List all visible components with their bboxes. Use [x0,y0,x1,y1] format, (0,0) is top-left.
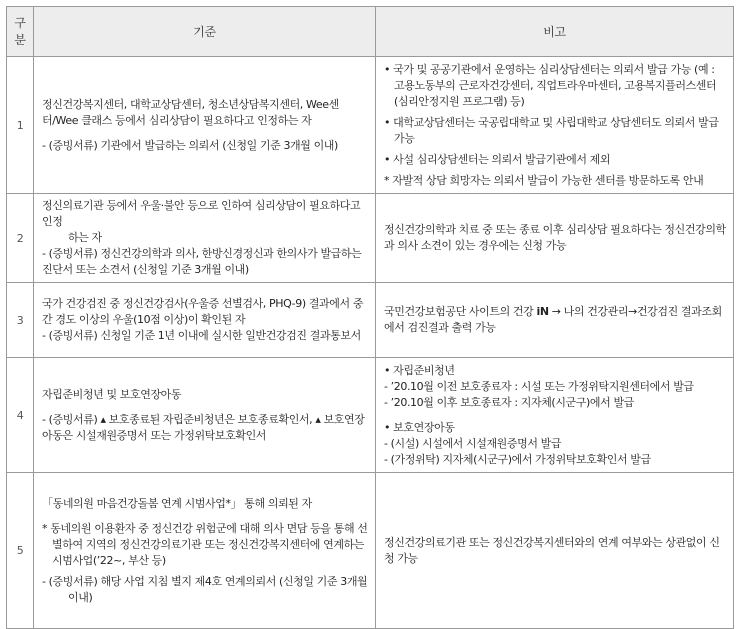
note-group-item: - (시설) 시설에서 시설재원증명서 발급 [384,436,562,450]
row-criteria [34,473,376,629]
row-criteria [34,194,376,283]
row-criteria [34,57,376,194]
criteria-main: 자립준비청년 및 보호연장아동 [42,387,182,401]
table-row [7,283,734,358]
note-group-title: • 보호연장아동 [384,420,455,434]
criteria-evidence: - (증빙서류) 신청일 기준 1년 이내에 실시한 일반건강검진 결과통보서 [42,329,361,342]
note-group-item: - ’20.10월 이전 보호종료자 : 시설 또는 가정위탁지원센터에서 발급 [384,379,694,393]
note-group-title: • 자립준비청년 [384,363,455,377]
criteria-sub: * 동네의원 이용환자 중 정신건강 위험군에 대해 의사 면담 등을 통해 선별하여 지역의 정신건강의료기관 또는 정신건강복지센터에 연계하는 시범사업(’22~, 부산 등) [42,521,368,567]
row-note [376,358,734,473]
criteria-main-cont: 하는 자 [68,231,102,244]
note-group-item: - ’20.10월 이후 보호종료자 : 지자체(시군구)에서 발급 [384,395,634,409]
header-num: 구 분 [7,7,34,57]
row-number: 4 [7,358,34,473]
criteria-evidence: - (증빙서류) 기관에서 발급하는 의뢰서 (신청일 기준 3개월 이내) [42,138,338,152]
criteria-main: 정신건강복지센터, 대학교상담센터, 청소년상담복지센터, Wee센터/Wee 클래스 등에서 심리상담이 필요하다고 인정하는 자 [42,97,339,127]
row-note: 국민건강보험공단 사이트의 건강 iN → 나의 건강관리→건강검진 결과조회에서 검진결과 출력 가능 [376,283,734,358]
note-group-item: - (가정위탁) 지자체(시군구)에서 가정위탁보호확인서 발급 [384,452,651,466]
note-item: • 대학교상담센터는 국공립대학교 및 사립대학교 상담센터도 의뢰서 발급 가능 [384,115,719,145]
criteria-main: 국가 건강검진 중 정신건강검사(우울증 선별검사, PHQ-9) 결과에서 중간 경도 이상의 우울(10점 이상)이 확인된 자 [42,297,364,326]
table-row [7,57,734,194]
row-note [376,57,734,194]
criteria-evidence-cont: 이내) [68,590,93,604]
note-item: • 국가 및 공공기관에서 운영하는 심리상담센터는 의뢰서 발급 가능 (예 : 고용노동부의 근로자건강센터, 직업트라우마센터, 고용복지플러스센터(심리안정지원 프로그램) 등) [384,62,717,108]
table-row [7,194,734,283]
row-note: 정신건강의료기관 또는 정신건강복지센터와의 연계 여부와는 상관없이 신청 가능 [376,473,734,629]
row-number: 3 [7,283,34,358]
criteria-main: 정신의료기관 등에서 우울·불안 등으로 인하여 심리상담이 필요하다고 인정 [42,199,361,228]
row-note: 정신건강의학과 치료 중 또는 종료 이후 심리상담 필요하다는 정신건강의학과 의사 소견이 있는 경우에는 신청 가능 [376,194,734,283]
row-criteria [34,283,376,358]
note-item: • 사설 심리상담센터는 의뢰서 발급기관에서 제외 [384,152,611,166]
criteria-main: 「동네의원 마음건강돌봄 연계 시범사업*」 통해 의뢰된 자 [42,496,312,510]
row-criteria [34,358,376,473]
criteria-evidence: - (증빙서류) ▴ 보호종료된 자립준비청년은 보호종료확인서, ▴ 보호연장아동은 시설재원증명서 또는 가정위탁보호확인서 [42,412,365,442]
criteria-evidence: - (증빙서류) 정신건강의학과 의사, 한방신경정신과 한의사가 발급하는 진단서 또는 소견서 (신청일 기준 3개월 이내) [42,247,362,276]
table-row [7,473,734,629]
header-criteria: 기준 [34,7,376,57]
table-header-row [7,7,734,57]
criteria-evidence: - (증빙서류) 해당 사업 지침 별지 제4호 연계의뢰서 (신청일 기준 3개월 [42,574,368,588]
row-number: 1 [7,57,34,194]
row-number: 2 [7,194,34,283]
row-number: 5 [7,473,34,629]
criteria-table [6,6,734,629]
table-row [7,358,734,473]
header-note: 비고 [376,7,734,57]
note-item: * 자발적 상담 희망자는 의뢰서 발급이 가능한 센터를 방문하도록 안내 [384,173,704,187]
